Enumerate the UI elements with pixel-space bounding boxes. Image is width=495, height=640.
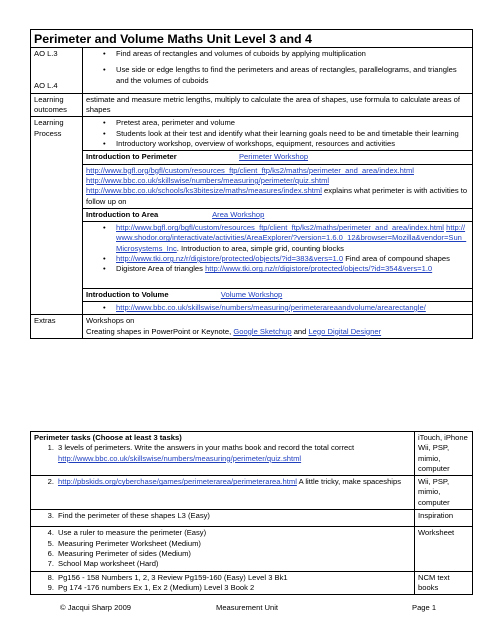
perimeter-links: [83, 164, 473, 208]
extras-content: [83, 315, 473, 339]
task-text: Measuring Perimeter of sides (Medium): [58, 548, 191, 558]
task-item: [34, 528, 411, 538]
area-workshop-link[interactable]: Area Workshop: [212, 209, 265, 219]
ao-bullet: • Find areas of rectangles and volumes of cuboids by applying multiplication: [116, 49, 469, 59]
volume-link-bbc[interactable]: http://www.bbc.co.uk/skillswise/numbers/measuring/perimeterareaandvolume/arearectangle/: [116, 302, 426, 312]
google-sketchup-link[interactable]: Google Sketchup: [233, 326, 292, 336]
tasks-heading: Perimeter tasks (Choose at least 3 tasks): [34, 433, 182, 442]
process-bullet: • Students look at their test and identify what their learning goals need to be and timetable their learning: [116, 129, 469, 139]
task-text: Find the perimeter of these shapes L3 (Easy): [58, 511, 210, 521]
footer-copyright: © Jacqui Sharp 2009: [60, 603, 132, 612]
perimeter-workshop-link[interactable]: Perimeter Workshop: [238, 152, 309, 162]
task-number: 1.: [47, 443, 54, 453]
task-number: 3.: [47, 511, 54, 521]
task-item: [34, 583, 411, 593]
ao-l4-label: AO L.4: [34, 81, 58, 91]
area-bullet: [116, 254, 469, 264]
extras-line2: [86, 327, 469, 337]
ao-labels: [31, 48, 83, 94]
task-text: Measuring Perimeter Worksheet (Medium): [58, 538, 201, 548]
learning-outcomes-text: estimate and measure metric lengths, multiply to calculate the area of shapes, use formula to calculate areas of shapes: [83, 93, 473, 117]
lego-digital-designer-link[interactable]: Lego Digital Designer: [308, 326, 382, 336]
task-8-9-resource: NCM text books: [415, 571, 473, 595]
tasks-row-5: [31, 571, 415, 595]
footer-page-number: Page 1: [412, 603, 437, 612]
tasks-row-4: [31, 527, 415, 571]
task-text: Pg 174 -176 numbers Ex 1, Ex 2 (Medium) Level 3 Book 2: [58, 582, 255, 592]
learning-outcomes-label: Learning outcomes: [31, 93, 83, 117]
task-item: [34, 443, 411, 464]
extras-label: Extras: [31, 315, 83, 339]
volume-workshop-link[interactable]: Volume Workshop: [220, 289, 283, 299]
perimeter-tasks-table: [30, 431, 473, 595]
learning-process-bullets: [83, 117, 473, 151]
tasks-row-1: [31, 432, 415, 476]
task-3-tool: Inspiration: [415, 510, 473, 527]
process-bullet: • Pretest area, perimeter and volume: [116, 118, 469, 128]
process-bullet: • Introductory workshop, overview of workshops, equipment, resources and activities: [116, 139, 469, 149]
task-item: [34, 539, 411, 549]
perimeter-intro-heading: Introduction to Perimeter: [86, 152, 177, 162]
perimeter-link-bitesize[interactable]: http://www.bbc.co.uk/schools/ks3bitesize/maths/measures/index.shtml: [86, 186, 322, 196]
perimeter-link-bgfl[interactable]: http://www.bgfl.org/bgfl/custom/resources_ftp/client_ftp/ks2/maths/perimeter_and_area/index.html: [86, 165, 414, 175]
task-text: 3 levels of perimeters. Write the answers in your maths book and record the total correct: [58, 443, 355, 453]
task-item: [34, 549, 411, 559]
area-link-tki-triangles[interactable]: http://www.tki.org.nz/r/digistore/protected/objects/?id=354&vers=1.0: [205, 264, 433, 274]
ao-l3-label: AO L.3: [34, 49, 58, 58]
task-text: Pg156 - 158 Numbers 1, 2, 3 Review Pg159-160 (Easy) Level 3 Bk1: [58, 572, 288, 582]
task-number: 6.: [47, 548, 54, 558]
area-link-tki-compound-note: Find area of compound shapes: [343, 254, 450, 264]
task-number: 5.: [47, 538, 54, 548]
task-number: 4.: [47, 528, 54, 538]
task-number: 7.: [47, 559, 54, 569]
task-2-devices: Wii, PSP, mimio, computer: [415, 476, 473, 510]
task-1-devices: iTouch, iPhone Wii, PSP, mimio, computer: [415, 432, 473, 476]
area-link-shodor-note: . Introduction to area, simple grid, counting blocks: [176, 243, 344, 253]
area-link-bgfl[interactable]: http://www.bgfl.org/bgfl/custom/resources_ftp/client_ftp/ks2/maths/perimeter_and_area/index.html: [116, 223, 444, 233]
ao-row: [31, 48, 473, 94]
task-1-link[interactable]: http://www.bbc.co.uk/skillswise/numbers/measuring/perimeter/quiz.shtml: [58, 453, 302, 463]
task-text: Use a ruler to measure the perimeter (Easy): [58, 528, 207, 538]
unit-plan-table: [30, 29, 473, 339]
task-item: [34, 477, 411, 487]
ao-bullet: • Use side or edge lengths to find the perimeters and areas of rectangles, parallelograms, and triangles and the volumes of cuboids: [116, 65, 469, 86]
volume-links: [83, 301, 473, 314]
task-number: 8.: [47, 572, 54, 582]
volume-intro-heading: Introduction to Volume: [86, 289, 169, 299]
perimeter-link-bitesize-note: explains what perimeter is with activities to follow up on: [86, 186, 468, 206]
area-link-shodor[interactable]: http://www.shodor.org/interactivate/activities/AreaExplorer/?version=1.6.0_12&browser=Mozilla&vendor=Sun_Microsystems_Inc: [116, 223, 467, 253]
tasks-row-3: [31, 510, 415, 527]
ao-content: [83, 48, 473, 94]
volume-intro-header: [83, 288, 473, 301]
tasks-row-2: [31, 476, 415, 510]
task-text: A little tricky, make spaceships: [296, 477, 402, 487]
volume-bullet: [116, 303, 469, 313]
perimeter-intro-header: [83, 151, 473, 164]
area-intro-header: [83, 208, 473, 221]
task-number: 9.: [47, 582, 54, 592]
area-triangles-text: Digistore Area of triangles: [116, 264, 206, 274]
task-item: [34, 559, 411, 569]
extras-line2-and: and: [291, 326, 309, 336]
page-title: Perimeter and Volume Maths Unit Level 3 and 4: [31, 30, 473, 48]
area-bullet: [116, 264, 469, 274]
task-text: School Map worksheet (Hard): [58, 559, 159, 569]
task-2-link[interactable]: http://pbskids.org/cyberchase/games/perimeterarea/perimeterarea.html: [58, 477, 297, 487]
area-link-tki-compound[interactable]: http://www.tki.org.nz/r/digistore/protected/objects/?id=383&vers=1.0: [116, 254, 344, 264]
task-4-7-resource: Worksheet: [415, 527, 473, 571]
extras-row: [31, 315, 473, 339]
task-number: 2.: [47, 477, 54, 487]
area-intro-heading: Introduction to Area: [86, 209, 159, 219]
perimeter-link-bbc-quiz[interactable]: http://www.bbc.co.uk/skillswise/numbers/measuring/perimeter/quiz.shtml: [86, 175, 330, 185]
extras-line1: Workshops on: [86, 316, 135, 326]
task-item: [34, 573, 411, 583]
learning-process-label: Learning Process: [31, 117, 83, 315]
area-bullet: [116, 223, 469, 254]
learning-outcomes-row: [31, 93, 473, 117]
area-links: [83, 222, 473, 288]
task-item: [34, 511, 411, 521]
learning-process-row: [31, 117, 473, 151]
extras-line2-text: Creating shapes in PowerPoint or Keynote,: [86, 326, 234, 336]
footer-unit: Measurement Unit: [216, 603, 279, 612]
